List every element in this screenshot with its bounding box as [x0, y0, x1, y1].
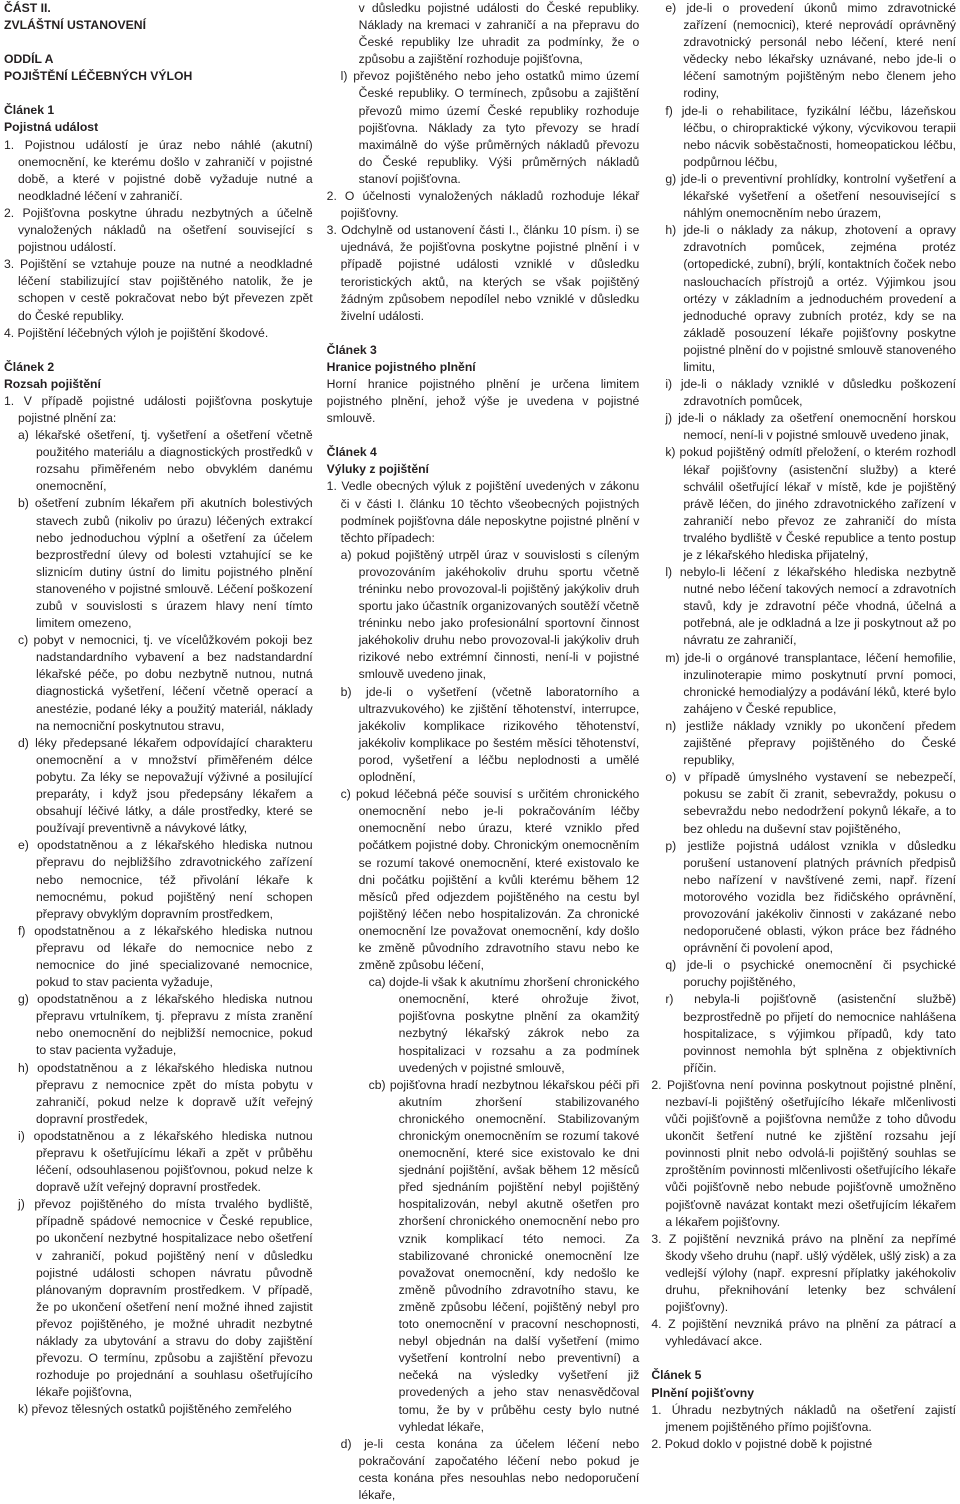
article-4-item-j: j) jde-li o náklady za ošetření onemocnění horskou nemocí, není-li v pojistné smlouvě uvedeno jinak,	[665, 411, 957, 443]
article-4-item-o: o) v případě úmyslného vystavení se nebezpečí, pokusu se zabít či zranit, sebevraždy, pokusu o sebevraždu nebo nedodržení pokynů lékaře, a to bez ohledu na duševní stav pojištěného,	[665, 770, 957, 836]
article-4-item-p: p) jestliže pojistná událost vznikla v důsledku porušení ustanovení platných právních předpisů nebo nařízení v navštívené zemi, např. řízení motorového vozidla bez řidičského oprávnění, provozování jakékoliv činnosti v zakázané nebo nedoporučené oblasti, výkon práce bez řádného oprávnění či povolení apod,	[665, 838, 957, 956]
article-2-item-a: a) lékařské ošetření, tj. vyšetření a ošetření včetně použitého materiálu a diagnostických prostředků v rozsahu přiměřeném nebo obvyklém danému onemocnění,	[18, 428, 313, 494]
article-4-item-q: q) jde-li o psychické onemocnění či psychické poruchy pojištěného,	[665, 958, 957, 990]
article-5-heading: Článek 5	[651, 1368, 702, 1383]
article-2-item-j: j) převoz pojištěného do místa trvalého bydliště, případně spádové nemocnice v České republice, po ukončení nezbytné hospitalizace nebo ošetření v zahraničí, pokud pojištěný není v důsledku pojistné události schopen návratu původně plánovaným dopravním prostředkem. V případě, že po ukončení ošetření není možné ihned zajistit převoz pojištěného, je možné uhradit nezbytné náklady za ubytování a stravu do doby zajištění převozu. O termínu, způsobu a zajištění převozu rozhoduje po projednání a souhlasu ošetřujícího lékaře pojišťovna,	[18, 1197, 313, 1400]
article-2-item-c: c) pobyt v nemocnici, tj. ve vícelůžkovém pokoji bez nadstandardního vybavení a bez nadstandardní lékařské péče, po dobu nezbytně nutnou, nutná diagnostická vyšetření, léčení včetně operací a anestézie, podané léky a použitý materiál, náklady na nemocniční poskytnutou stravu,	[18, 633, 313, 733]
article-1-paragraph-1: 1. Pojistnou událostí je úraz nebo náhlé (akutní) onemocnění, ke kterému došlo v zahraničí v pojistné době, a které v pojistné době vyžaduje nutné a neodkladné léčení v zahraničí.	[4, 137, 313, 203]
article-5-paragraph-1: 1. Úhradu nezbytných nákladů na ošetření zajistí jmenem pojištěného přímo pojišťovna.	[651, 1402, 957, 1434]
article-4-item-a: a) pokud pojištěný utrpěl úraz v souvislosti s cíleným provozováním jakéhokoliv druhu sportu včetně tréninku nebo provozoval-li pojištěný jakýkoliv druh sportu jako účastník organizovaných soutěží včetně tréninku nebo jako profesionální sportovní činnost jakéhokoliv druhu nebo provozoval-li jakýkoliv druh rizikové nebo extrémní činnosti, není-li v pojistné smlouvě uvedeno jinak,	[340, 547, 640, 682]
column-3	[651, 0, 957, 1451]
article-4-item-l: l) nebylo-li léčení z lékařského hlediska nezbytně nutné nebo léčení takových nemocí a zdravotních stavů, kdy je zdravotní péče vhodná, účelná a potřebná, ale je odkladná a lze ji poskytnout až po návratu ze zahraničí,	[665, 565, 957, 648]
article-1-heading: Článek 1	[4, 103, 55, 118]
section-title: POJIŠTĚNÍ LÉČEBNÝCH VÝLOH	[4, 69, 193, 84]
article-4-paragraph-3: 3. Z pojištění nevzniká právo na plnění za nepřímé škody všeho druhu (např. ušlý výdělek, ušlý zisk) a za vedlejší výlohy (např. expresní příplatky jakéhokoliv druhu, překnihování letenky bez schválení pojišťovny).	[651, 1231, 957, 1315]
article-4-paragraph-2: 2. Pojišťovna není povinna poskytnout pojistné plnění, nezbaví-li pojištěný ošetřujícího lékaře mlčenlivosti vůči pojišťovně a pojišťovna nemůže z toho důvodu ukončit šetření nutné ke zjištění rozsahu její povinnosti plnit nebo odvolá-li pojištěný souhlas se zproštěním povinnosti mlčenlivosti ošetřujícího lékaře vůči pojišťovně nebo nebude pojišťovně umožněno pojišťovně navázat kontakt mezi ošetřujícím lékařem a lékařem pojišťovny.	[651, 1077, 957, 1229]
article-2-item-l: l) převoz pojištěného nebo jeho ostatků mimo území České republiky. O termínech, způsobu a zajištění převozů mimo území České republiky rozhoduje pojišťovna. Náklady za tyto převozy se hradí maximálně do výše průměrných nákladů převozu do České republiky. Výši průměrných nákladů stanoví pojišťovna.	[340, 69, 640, 186]
article-2-item-d: d) léky předepsané lékařem odpovídající charakteru onemocnění a v množství přiměřeném délce pobytu. Za léky se nepovažují výživné a posilující preparáty, i když jsou předepsány lékařem a obsahují léčivé látky, a dále prostředky, které se používají preventivně a návykové látky,	[18, 735, 313, 836]
article-1-paragraph-3: 3. Pojištění se vztahuje pouze na nutné a neodkladné léčení stabilizující stav pojištěného natolik, že je schopen v cestě pokračovat nebo být převezen zpět do České republiky.	[4, 257, 313, 323]
article-4-item-e: e) jde-li o provedení úkonů mimo zdravotnické zařízení (nemocnici), které neprovádí oprávněný zdravotnický personál nebo léčení, které není vědecky nebo lékařsky uznávané, nebo jde-li o léčení samotným pojištěným nebo členem jeho rodiny,	[665, 1, 957, 101]
article-4-item-i: i) jde-li o náklady vzniklé v důsledku poškození zdravotních pomůcek,	[665, 377, 957, 409]
part-title: ZVLÁŠTNÍ USTANOVENÍ	[4, 18, 146, 33]
article-4-item-k: k) pokud pojištěný odmítl přeložení, o kterém rozhodl lékař pojišťovny (asistenční služby) a které schválil ošetřující lékař v místě, kde je pojištěný právě léčen, do jiného zdravotnického zařízení v zahraničí nebo převoz ze zahraničí do místa trvalého bydliště v České republice a tento postup je z lékařského hlediska přijatelný,	[665, 445, 957, 562]
article-4-item-d: d) je-li cesta konána za účelem léčení nebo pokračování započatého léčení nebo pokud je cesta konána přes nesouhlas nebo nedoporučení lékaře,	[340, 1436, 640, 1502]
article-1-paragraph-2: 2. Pojišťovna poskytne úhradu nezbytných a účelně vynaložených nákladů na ošetření související s pojistnou událostí.	[4, 205, 313, 255]
article-2-paragraph-3: 3. Odchylně od ustanovení části I., článku 10 písm. i) se ujednává, že pojišťovna poskytne pojistné plnění i v případě pojistné události vzniklé v důsledku teroristických aktů, na kterých se však pojištěný žádným způsobem nepodílel nebo vzniklé v důsledku živelní události.	[326, 223, 640, 323]
article-4-item-c: c) pokud léčebná péče souvisí s určitém chronického onemocnění nebo je-li pokračováním léčby onemocnění nebo úrazu, které vzniklo před počátkem pojistné doby. Chronickým onemocněním se rozumí takové onemocnění, které existovalo ke dni počátku pojištění a kvůli kterému během 12 měsíců před odjezdem pojištěného na cestu byl pojištěný léčen nebo hospitalizován. Za chronické onemocnění lze považovat onemocnění, kdy došlo ke změně původního zdravotního stavu nebo ke změně způsobu léčení,	[340, 787, 640, 973]
article-2-heading: Článek 2	[4, 359, 55, 374]
article-3-text: Horní hranice pojistného plnění je určena limitem pojistného plnění, jehož výše je uvedena v pojistné smlouvě.	[326, 376, 640, 426]
column-1	[4, 0, 313, 1417]
article-4-item-r: r) nebyla-li pojišťovně (asistenční službě) bezprostředně po přijetí do nemocnice nahlášena hospitalizace, s výjimkou případů, kdy tato povinnost nemohla být splněna z objektivních příčin.	[665, 992, 957, 1075]
article-4-paragraph-1: 1. Vedle obecných výluk z pojištění uvedených v zákonu či v části I. článku 10 těchto všeobecných pojistných podmínek pojišťovna dále neposkytne pojistné plnění v těchto případech:	[326, 479, 640, 545]
article-2-item-b: b) ošetření zubním lékařem při akutních bolestivých stavech zubů (nikoliv po úrazu) léčených extrakcí nebo jednoduchou výplní a ošetření za účelem bezprostřední úlevy od bolesti vztahující se ke sliznicím dutiny ústní do limitu pojistného plnění stanoveného v pojistné smlouvě. Léčení poškození zubů v souvislosti s úrazem hlavy není tímto limitem omezeno,	[18, 496, 313, 631]
article-4-item-h: h) jde-li o náklady za nákup, zhotovení a opravy zdravotních pomůcek, zejména protéz (ortopedické, zubní), brýlí, kontaktních čoček nebo naslouchacích přístrojů a ortéz. Výjimkou jsou ortézy v základním a jednoduchém provedení a jednoduché opravy zubních protéz, kdy se na základě posouzení lékaře pojišťovny poskytne pojistné plnění do v pojistné smlouvě stanoveného limitu,	[665, 223, 957, 374]
article-2-paragraph-2: 2. O účelnosti vynaložených nákladů rozhoduje lékař pojišťovny.	[326, 189, 640, 221]
article-1-paragraph-4: 4. Pojištění léčebných výloh je pojištění škodové.	[4, 325, 269, 340]
article-4-heading: Článek 4	[326, 445, 377, 460]
article-4-paragraph-4: 4. Z pojištění nevzniká právo na plnění za pátrací a vyhledávací akce.	[651, 1317, 957, 1349]
article-1-title: Pojistná událost	[4, 120, 99, 135]
article-2-item-i: i) opodstatněnou a z lékařského hlediska nutnou přepravu k ošetřujícímu lékaři a zpět v průběhu léčení, odsouhlasenou pojišťovnou, pokud nelze k dopravě užít veřejný dopravní prostředek.	[18, 1128, 313, 1195]
article-2-item-f: f) opodstatněnou a z lékařského hlediska nutnou přepravu od lékaře do nemocnice nebo z nemocnice do jiné specializované nemocnice, pokud to stav pacienta vyžaduje,	[18, 923, 313, 990]
article-3-heading: Článek 3	[326, 342, 377, 357]
article-2-item-e: e) opodstatněnou a z lékařského hlediska nutnou přepravu do nejbližšího zdravotnického zařízení nebo nemocnice, též přivolání lékaře k nemocnému, pokud pojištěný není schopen přepravy obvyklým dopravním prostředkem,	[18, 838, 313, 921]
section-heading: ODDÍL A	[4, 52, 54, 67]
column-2	[326, 0, 640, 1502]
part-heading: ČÁST II.	[4, 1, 51, 15]
article-4-item-g: g) jde-li o preventivní prohlídky, kontrolní vyšetření a lékařské vyšetření a ošetření nesouvisející s náhlým onemocněním nebo úrazem,	[665, 171, 957, 221]
article-4-item-f: f) jde-li o rehabilitace, fyzikální léčbu, lázeňskou léčbu, o chiropraktické výkony, výcvikovou terapii nebo nácvik soběstačnosti, homeopatickou léčbu, podpůrnou léčbu,	[665, 103, 957, 169]
article-2-paragraph-1: 1. V případě pojistné události pojišťovna poskytuje pojistné plnění za:	[4, 393, 313, 425]
article-5-title: Plnění pojišťovny	[651, 1385, 755, 1400]
article-4-item-b: b) jde-li o vyšetření (včetně laboratorního a ultrazvukového) ke zjištění těhotenství, interrupce, jakékoliv komplikace rizikového těhotenství, jakékoliv komplikace po šestém měsíci těhotenství, porod, vyšetření a léčbu neplodnosti a umělé oplodnění,	[340, 684, 640, 785]
article-4-item-n: n) jestliže náklady vznikly po ukončení předem zajištěné přepravy pojištěného do České republiky,	[665, 718, 957, 768]
article-5-paragraph-2: 2. Pokud doklo v pojistné době k pojistné	[651, 1436, 873, 1451]
article-4-item-cb: cb) pojišťovna hradí nezbytnou lékařskou péči při akutním zhoršení stabilizovaného chronického onemocnění. Stabilizovaným chronickým onemocněním se rozumí takové onemocnění, které sice existovalo ke dni sjednání pojištění, avšak během 12 měsíců před sjednáním pojištění nebyl pojištěný hospitalizován, nebyl akutně ošetřen pro zhoršení chronického onemocnění nebo pro vznik komplikací této nemoci. Za stabilizované chronické onemocnění lze považovat onemocnění, kdy nedošlo ke změně původního zdravotního stavu, ke změně způsobu léčení, pojištěný nebyl pro toto onemocnění v pracovní neschopnosti, nebyl objednán na další vyšetření (mimo vyšetření kontrolní nebo preventivní) a nečeká na výsledky vyšetření již provedených a jeho stav nenasvědčoval tomu, že by v průběhu cesty bylo nutné vyhledat lékaře,	[368, 1077, 640, 1434]
article-2-item-h: h) opodstatněnou a z lékařského hlediska nutnou přepravu z nemocnice zpět do místa pobytu v zahraničí, pokud nelze k dopravě užít veřejný dopravní prostředek,	[18, 1060, 313, 1126]
article-3-title: Hranice pojistného plnění	[326, 359, 476, 374]
article-4-title: Výluky z pojištění	[326, 462, 429, 477]
article-2-title: Rozsah pojištění	[4, 376, 101, 391]
article-4-item-m: m) jde-li o orgánové transplantace, léčení hemofilie, inzulinoterapie mimo poskytnutí první pomoci, chronické hemodialýzy a podávání léků, které bylo zahájeno v České republice,	[665, 650, 957, 716]
article-2-item-g: g) opodstatněnou a z lékařského hlediska nutnou přepravu vrtulníkem, tj. přepravu z místa zranění nebo onemocnění do nejbližší nemocnice, pokud to stav pacienta vyžaduje,	[18, 992, 313, 1058]
article-4-item-ca: ca) dojde-li však k akutnímu zhoršení chronického onemocnění, které ohrožuje život, pojišťovna poskytne plnění za okamžitý nezbytný lékařský zákrok nebo za hospitalizaci v rozsahu a za podmínek uvedených v pojistné smlouvě,	[368, 975, 640, 1075]
article-2-item-k-continued: v důsledku pojistné události do České republiky. Náklady na kremaci v zahraničí a na přepravu do České republiky lze uhradit za podmínky, že o způsobu a zajištění rozhoduje pojišťovna,	[358, 1, 640, 67]
article-2-item-k: k) převoz tělesných ostatků pojištěného zemřelého	[18, 1402, 292, 1417]
